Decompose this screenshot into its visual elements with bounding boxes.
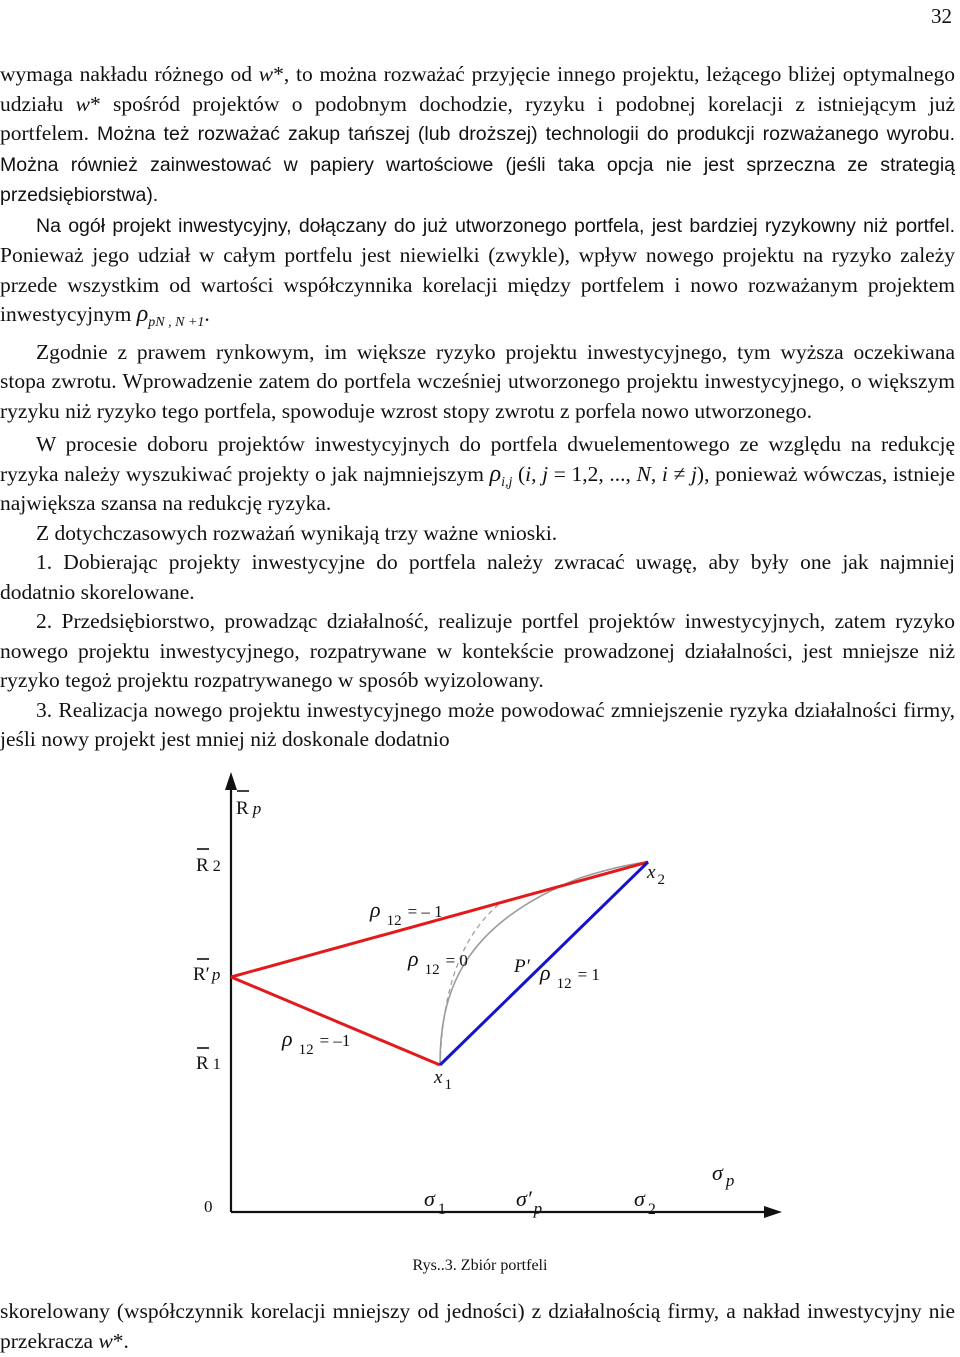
paragraph-7: 2. Przedsiębiorstwo, prowadząc działalność, realizuje portfel projektów inwestycyjnych, zatem ryzyko nowego projektu inwestycyjnego, rozpatrywane w kontekście prowadzonej działalności, jest mniejsze niż ryzyko tegoż projektu rozpatrywanego w sposób wyizolowany. — [0, 609, 955, 692]
paragraph-1 — [0, 60, 955, 211]
rho-symbol: ρ — [136, 301, 149, 327]
var-j: j — [690, 461, 697, 486]
paragraph-9 — [0, 1297, 955, 1356]
paragraph-6: 1. Dobierając projekty inwestycyjne do portfela należy zwracać uwagę, aby były one jak najmniej dodatnio skorelowane. — [0, 550, 955, 604]
paragraph-2 — [0, 211, 955, 330]
portfolio-set-figure — [0, 760, 960, 1280]
rho-zero: ρ $_{12}$ $^{= 0}$ — [408, 946, 468, 978]
r1-label: R 1 — [196, 1053, 221, 1074]
x-axis-title: σ $_p$ — [712, 1160, 735, 1190]
neq-symbol: ≠ — [667, 461, 691, 486]
body-text-bottom — [0, 1297, 955, 1356]
dashed-guide-curve — [440, 905, 498, 1065]
origin-label: 0 — [204, 1197, 213, 1216]
paragraph-4 — [0, 430, 955, 519]
paragraph-5: Z dotychczasowych rozważań wynikają trzy ważne wnioski. — [36, 520, 558, 545]
text-run: *. — [112, 1328, 129, 1353]
text-run: wymaga nakładu różnego od — [0, 62, 259, 86]
text-run: skorelowany (współczynnik korelacji mniejszy od jedności) z działalnością firmy, a nakład inwestycyjny nie przekracza — [0, 1299, 955, 1353]
x1-label: x $_1$ — [434, 1067, 452, 1093]
figure-caption: Rys..3. Zbiór portfeli — [412, 1257, 548, 1274]
y-axis-title: R p — [236, 798, 262, 819]
red-line-lower — [231, 977, 440, 1065]
var-w: w — [75, 91, 90, 116]
text-run: , — [650, 461, 662, 486]
text-run-sans: Na ogół projekt inwestycyjny, dołączany do już utworzonego portfela, jest bardziej ryzykowny niż portfel. — [36, 214, 955, 237]
y-axis-arrow — [225, 772, 237, 790]
r2-label: R 2 — [196, 855, 221, 876]
rho-subscript: pN , N +1 — [148, 315, 205, 330]
var-w: w — [98, 1328, 113, 1353]
text-run: *, to można rozważać przyjęcie innego projektu, leżącego bliżej optymalnego udziału — [0, 62, 956, 116]
text-run: = 1,2, ..., — [548, 461, 637, 486]
text-run: * spośród projektów o podobnym dochodzie, ryzyku i podobnej korelacji z istniejącym już portfelem. — [0, 91, 955, 145]
text-run-sans: Można również zainwestować w papiery wartościowe (jeśli taka opcja nie jest sprzeczna ze strategią przedsiębiorstwa). — [0, 153, 955, 206]
page-number: 32 — [931, 4, 952, 28]
sigma-p-label: σ′ $_p$ — [516, 1186, 543, 1218]
sigma2-label: σ $_2$ — [634, 1186, 656, 1218]
text-run: W procesie doboru projektów inwestycyjnych do portfela dwuelementowego ze względu na redukcję ryzyka należy wyszukiwać projekty o jak najmniejszym — [0, 432, 955, 486]
rho-minus-one-upper: ρ $_{12}$ $^{= - 1}$ — [370, 897, 443, 929]
body-text-top — [0, 60, 955, 755]
p-prime-label: P′ — [514, 956, 530, 977]
paragraph-8: 3. Realizacja nowego projektu inwestycyjnego może powodować zmniejszenie ryzyka działalności firmy, jeśli nowy projekt jest mniej niż doskonale dodatnio — [0, 697, 955, 751]
sigma1-label: σ $_1$ — [424, 1186, 446, 1218]
text-run: Ponieważ jego udział w całym portfelu jest niewielki (zwykle), wpływ nowego projektu na ryzyko zależy przede wszystkim od wartości współczynnika korelacji między portfelem i nowo rozważanym projektem inwestycyjnym — [0, 243, 955, 326]
var-ij: i, j — [525, 461, 549, 486]
text-run: ), ponieważ wówczas, istnieje największa szansa na redukcję ryzyka. — [0, 461, 955, 515]
var-N: N — [636, 461, 651, 486]
var-w: w — [258, 62, 274, 86]
text-run: ( — [512, 461, 526, 486]
x2-label: x $_2$ — [647, 862, 665, 888]
text-run-sans: Można też rozważać zakup tańszej (lub droższej) technologii do produkcji rozważanego wyrobu. — [88, 123, 955, 145]
x-axis-arrow — [764, 1206, 782, 1218]
var-i: i — [661, 461, 668, 486]
text-run: . — [204, 302, 210, 326]
rho-one: ρ $_{12}$ $^{= 1}$ — [540, 960, 600, 992]
paragraph-3: Zgodnie z prawem rynkowym, im większe ryzyko projektu inwestycyjnego, tym wyższa oczekiwana stopa zwrotu. Wprowadzenie zatem do portfela wcześniej utworzonego projektu inwestycyjnego, o większym ryzyku niż ryzyko tego portfela, spowoduje wzrost stopy zwrotu z porfela nowo utworzonego. — [0, 339, 955, 423]
rho-minus-one-lower: ρ $_{12}$ $^{= -1}$ — [282, 1026, 351, 1058]
rp-label: R′ p — [193, 964, 221, 985]
rho-subscript: i,j — [501, 474, 513, 490]
rho-symbol: ρ — [489, 460, 502, 487]
